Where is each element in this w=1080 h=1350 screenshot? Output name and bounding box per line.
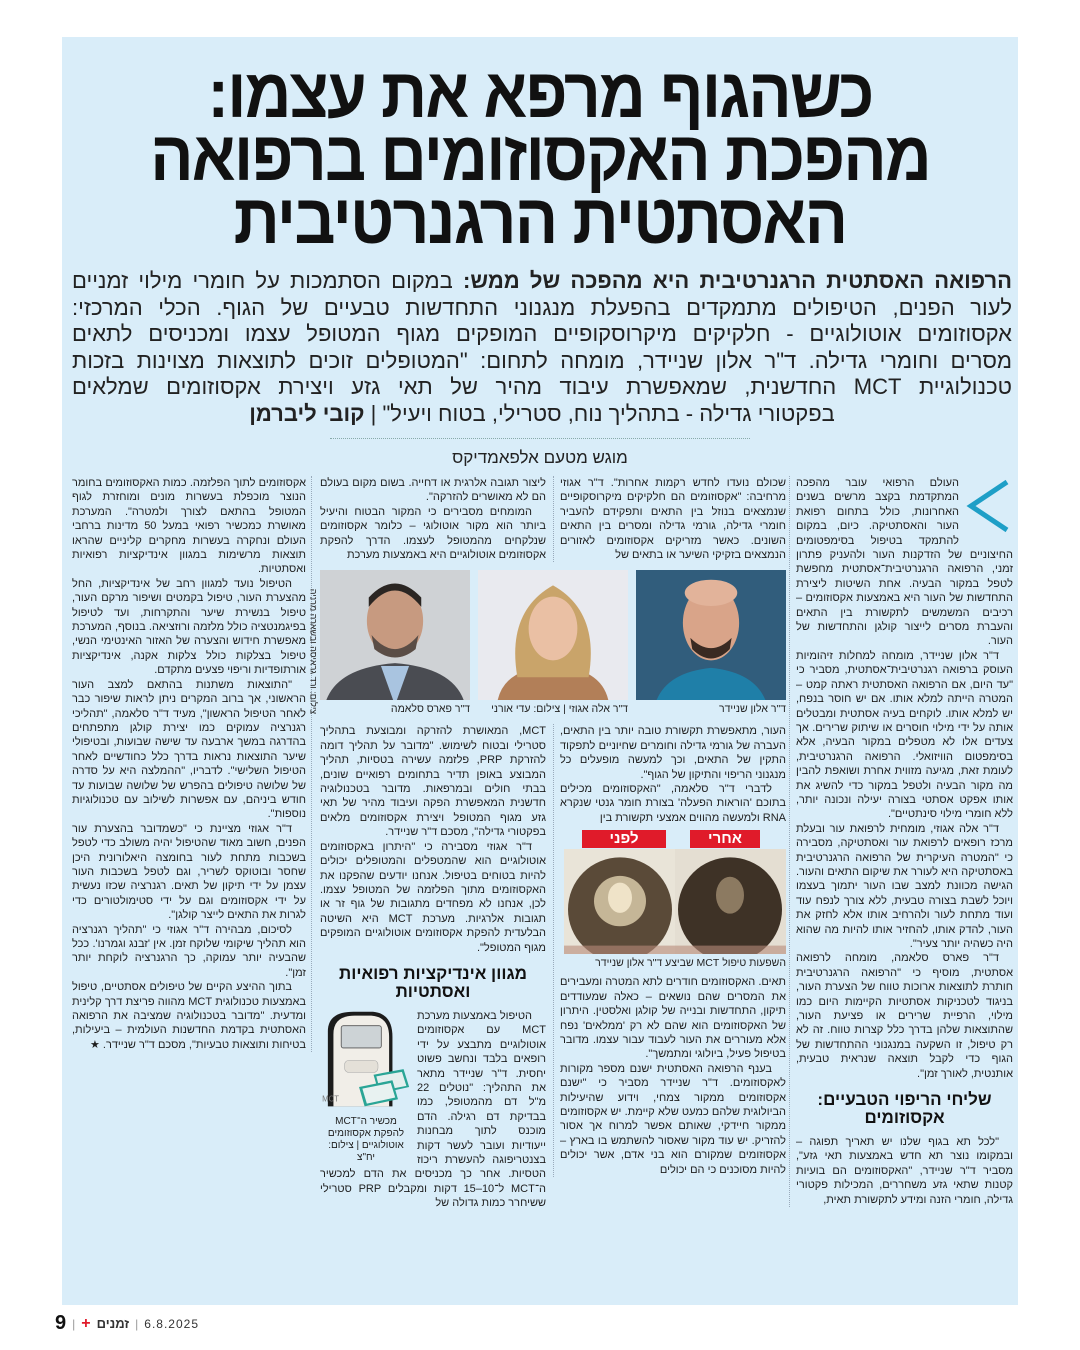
headline [80,54,1000,258]
photo-ella-egozi [478,570,628,716]
before-after-image [564,830,786,954]
lead-line: בפקטורי גדילה - בתהליך נוח, סטרילי, בטוח ויעיל" | קובי ליברמן [249,400,835,426]
column-2-bottom [553,724,786,1177]
paragraph: ד"ר אגוזי מסבירה כי "היתרון באקסוזומים אוטולוגיים הוא שהמטפלים והמטופלים יכולים להיות בטוחים בטיפול. אנחנו יודעים שהפקנו את האקסוזומים מתוך הפלזמה של המטופל עצמו. לכן, אנחנו לא מפחדים מתגובות של גוף זר או תגובות אלרגיות. מערכת MCT היא השיטה הבלעדית להפקת אקסוזומים אוטולוגיים המופקים מגוף המטופל". [320,840,546,954]
byline: קובי ליברמן [249,400,365,426]
separator: | [135,1316,139,1331]
paragraph: ד"ר פארס סלאמה, מומחה לרפואה אסתטית, מוסיף כי "הרפואה הרגנרטיבית חותרת לתוצאות ארוכות טווח של הצערת העור, בניגוד לטכניקות אסתטיות הקיימות היום כמו מילוי, הרפיית שרירים או פציעת העור, שהתוצאות שלהן בדרך כלל קצרות טווח. זה לא רק טיפול, זו השקעה במנגנוני ההתחדשות של הגוף כדי לקבל תוצאה שנראית טבעית, אותנטית, לאורך זמן". [796,952,1013,1080]
page-number: 9 [55,1312,67,1334]
headline-line: כשהגוף מרפא את עצמו: [207,54,873,132]
headline-line: מהפכת האקסוזומים ברפואה [150,117,930,195]
paragraph: ד"ר אלה אגוזי, מומחית לרפואת עור ובעלת מרכז רופאים לרפואת עור ואסתטיקה, מסבירה כי "המטרה העיקרית של הרפואה הרגנרטיבית באסתטיקה היא לעורר את שיקום התאים והעור. הגישה מכוונת למצב שבו העור יתמוך בעצמו ויוכל לשבת בצורה טבעית, ללא צורך לנפח עוד ועוד מתחת לעור ולהרחיב אותו אלא לחזק את העור, להדק אותו, להחזיר אותו להיות מה שהוא היה כשהיה יותר צעיר". [796,822,1013,950]
paragraph: העולם הרפואי עובר מהפכה המתקדמת בקצב מרשים בשנים האחרונות, כולל בתחום רפואת העור והאסתטיקה. כיום, במקום להתמקד בטיפול בסימפטומים החיצוניים של הזדקנות העור ולהעניק פתרון זמני, הרפואה הרגנרטיבית־אסתטית מחפשת לטפל במקור הבעיה. אחת השיטות ליצירת התחדשות של העור היא באמצעות אקסוזומים – רכיבים המשמשים לתקשורת בין התאים והעברת מסרים לייצור קולגן והתחדשות של העור. [796,477,1013,648]
before-label: לפני [582,830,666,848]
paragraph: תאים. האקסוזומים חודרים לתא המטרה ומעבירים את המסרים שהם נושאים – כאלה שמעודדים תיקון, התחדשות ובנייה של קולגן ואלסטין. היתרון של האקסוזומים הוא שהם לא רק 'ממלאים' נפח אלא מעוררים את העור לעבוד עבור עצמו. מדובר בטיפול פעיל, ביולוגי ומתמשך". [560,976,786,1061]
separator: | [72,1316,76,1331]
chevron-icon [963,476,1013,536]
issue-date: 6.8.2025 [144,1316,199,1331]
photo-caption: ד"ר אלון שניידר [718,703,786,716]
paragraph: בענף הרפואה האסתטית ישנם מספר מקורות לאקסוזומים. ד"ר שניידר מסביר כי "ישנם אקסוזומים ממקור צמחי, וידוע שהיעילות הביולוגית שלהם כמעט שלא קיימת. יש אקסוזומים ממקור חיידקי, שאותם אפשר למרוח אך אסור להזריק. יש עוד מקור שאסור להשתמש בו בארץ – אקסוזומים שמקורם הוא בני אדם, אשר יכולים להיות מסוכנים כי הם יכולים [560,1062,786,1176]
subheading: מגוון אינדיקציות רפואיות ואסתטיות [339,963,527,1001]
column-3-top [320,476,546,562]
device-caption: מכשיר ה־MCT להפקת אקסוזומים אוטולוגיים | צילום: יח"צ [327,1116,405,1164]
page-footer [55,1312,199,1335]
paragraph: לדברי ד"ר סלאמה, "האקסוזומים מכילים בתוכם 'הוראות הפעלה' בצורת חומר גנטי שנקרא RNA ולמעשה מהווים אמצעי תקשורת בין [560,783,786,824]
columns-bottom-row [320,724,786,1210]
lead-line: הרפואה האסתטית הרגנרטיבית היא מהפכה של ממש: במקום הסתמכות על חומרי מילוי זמניים [72,268,1013,293]
photo-fares-salameh [320,570,470,716]
subheading: שליחי הריפוי הטבעיים: אקסוזומים [817,1090,992,1128]
paragraph: שכולם נועדו לחדש רקמות אחרות". ד"ר אגוזי מרחיבה: "אקסוזומים הם חלקיקים מיקרוסקופיים שנמצאים בנוזל בין התאים ותפקידם להעביר חומרי גדילה, גורמי גדילה ומסרים בין התאים השונים. כאשר מזריקים אקסוזומים לאזורים הנמצאים בזקיקי השיער או בתאים של [560,477,786,562]
after-label: אחרי [690,830,760,848]
photo-row [320,570,786,716]
headline-line: האסתטית הרגנרטיבית [233,180,847,258]
paragraph: "לכל תא בגוף שלנו יש תאריך תפוגה – ובמקומו נוצר תא חדש באמצעות תאי גזע", מסביר ד"ר שניידר, "האקסוזומים הם בועיות קטנות שתאי גזע משחררים, המכילות פקטורי גדילה, חומרי הזנה ומידע לתקשורת תאית, [796,1136,1013,1206]
paragraph: ד"ר אגוזי מציינת כי "כשמדובר בהצערת עור הפנים, חשוב מאוד שהטיפול יהיה משולב כדי לטפל בשכבות מתחת לעור בחומצה היאלורונית היכן שחסר ובוטוקס לשריר, וגם לטפל בשכבות העור עצמן על ידי תיקון של תאים. רגנרציה שכזו נעשית על ידי אקסוזומים וגם על ידי סטימולטורים כדי לגרות את התאים לייצר קולגן". [72,822,306,922]
paragraph: אקסוזומים לתוך הפלזמה. כמות האקסוזומים בחומר הנוצר מוכפלת בעשרות מונים ומוחזרת לגוף המטופל בהתאם לצורך ולמטרה". המערכת מאושרת כמכשיר רפואי במעל 50 מדינות ברחבי העולם ונחקרה בעשרות מחקרים קליניים שהראו תוצאות מרשימות במגוון אינדיקציות רפואיות ואסתטיות. [72,477,306,576]
plus-icon: + [81,1314,91,1332]
columns-2-3 [320,476,786,1211]
column-1 [789,476,1013,1207]
paragraph: המומחים מסבירים כי המקור הבטוח והיעיל ביותר הוא מקור אוטולוגי – כלומר אקסוזומים שנלקחים מהמטופל לעצמו. הדרך להפקת אקסוזומים אוטולוגיים היא באמצעות מערכת [320,505,546,562]
paragraph: ליצור תגובה אלרגית או דחייה. בשום מקום בעולם הם לא מאושרים להזרקה". [320,477,546,504]
lead-line: לעור הפנים, הטיפולים מתמקדים בהפעלת מנגנוני התחדשות טבעיים של הגוף. הכלי המרכזי: [72,294,1012,320]
photo-caption: ד"ר פארס סלאמה [390,703,470,716]
lead-line: אקסוזומים אוטולוגיים - חלקיקים מיקרוסקופיים המופקים מגוף המטופל עצמו ומכניסים לתאים [72,321,1012,346]
column-3-bottom [320,724,546,1210]
paragraph: הטיפול נועד למגוון רחב של אינדיקציות, החל מהצערת העור, טיפול בקמטים ושיפור מרקם העור, טיפול בנשירת שיער והתקרחות, ועד לטיפול בפיגמנטציה כולל מלזמה ורוזציאה. בנוסף, המערכת מאפשרת חידוש והצערה של האזור האינטימי הנשי, טיפול בצלקות כולל צלקות אקנה, אינדיקציות אורתופדיות וריפוי פצעים מתקדם. [72,577,306,677]
brand-name: זמנים [96,1316,130,1331]
paragraph: בתוך ההיצע הקיים של טיפולים אסתטיים, טיפול באמצעות טכנולוגית MCT מהווה פריצת דרך קלינית ומדעית. "מדובר בטכנולוגיה שמציבה את הרפואה האסתטית בקדמת החדשנות העולמית – ביעילות, בטיחות ותוצאות טבעיות", מסכם ד"ר שניידר. ★ [72,981,306,1051]
lead-line: טכנולוגיית MCT החדשנית, שמאפשרת עיבוד מהיר של תאי גזע ויצירת אקסוזומים שמלאים [72,374,1012,399]
paragraph: העור, מתאפשרת תקשורת טובה יותר בין התאים, העברה של גורמי גדילה וחומרים שחיוניים לתפקוד התקין של התאים, וכך למעשה מופעלים כל מנגנוני הריפוי והתיקון של הגוף". [560,725,786,781]
image-caption: השפעות טיפול MCT שביצע ד"ר אלון שניידר [595,957,786,970]
column-2-top [553,476,786,562]
lead-line: מסרים וחומרי גדילה. ד"ר אלון שניידר, מומחה לתחום: "המטופלים זוכים לתוצאות מצוינות בזכות [72,347,1012,373]
paragraph: ד"ר אלון שניידר, מומחה למחלות זיהומיות העוסק ברפואה רגנרטיבית־אסתטית, מסביר כי "עד היום, אם הרפואה האסתטית ראתה קמט – המטרה הייתה למלא אותו. אם יש חוסר בנפח, יש למלא אותו. לוקחים בעיה אסתטית ומבטלים אותה על ידי מילוי חוסרים או שיתוק שרירים. אך צעדים אלו לא מטפלים במקור הבעיה, אלא בסימפטום הוויזואלי. הרפואה הרגנרטיבית, לעומת זאת, מגיעה מזווית אחרת ושואפת להבין מה מקור הבעיה ולטפל במקור כדי להשיג את אותו אפקט אסתטי בצורה יעילה ונכונה יותר, ללא חומרי מילוי סינתטיים". [796,649,1013,821]
column-4 [72,476,312,1052]
lead-paragraph [72,268,1012,427]
photo-alon-schneider [636,570,786,716]
paragraph: לסיכום, מבהירה ד"ר אגוזי כי "תהליך רגנרציה הוא תהליך שיקומי שלוקח זמן. אין 'זבנג וגמרנו'. ככל שהבעיה יותר עמוקה, כך הרגנרציה לוקחת יותר זמן". [72,923,306,979]
paragraph: MCT, המאושרת להזרקה ומבוצעת בתהליך סטרילי ובטוח לשימוש. "מדובר על תהליך דומה להזרקת PRP, פלזמה עשירה בטסיות, תהליך המבוצע באופן תדיר בתחומים רפואיים שונים, בבתי חולים ובמרפאות. מדובר בטכנולוגיה חדשנית המאפשרת הפקה ועיבוד מהיר של תאי גזע מגוף המטופל ויצירת אקסוזומים מלאים בפקטורי גדילה", מסכם ד"ר שניידר. [320,725,547,839]
paragraph: "התוצאות משתנות בהתאם למצב העור הראשוני, אך ברוב המקרים ניתן לראות שיפור כבר לאחר הטיפול הראשון", מעיד ד"ר סלאמה, "תהליכי רגנרציה עמוקים כמו יצירת קולגן מתפתחים בהדרגה במשך ארבעה עד שישה שבועות, ובטיפולי שיער התוצאות נראות בדרך כלל כחודשיים לאחר הטיפול השלישי". לדבריו, "ההמלצה היא על סדרה של שלושה טיפולים בהפרש של שלושה שבועות עד חודש ביניהם, עם אפשרות לשילוב עם טכנולוגיות נוספות". [72,678,306,821]
columns-top-row [320,476,786,562]
device-logo: MCT [322,1094,339,1104]
paragraph: הטיפול באמצעות מערכת MCT עם אקסוזומים אוטולוגיים מתבצע על ידי רופאים בלבד ונחשב פשוט יחסית. ד"ר שניידר מתאר את התהליך: "נוטלים 22 מ"ל דם מהמטופל, כמו בבדיקת דם רגילה. הדם מוכנס לתוך מבחנות ייעודיות ועובר לעשר דקות בצנטריפוגה להעשרת ריכוז הטסיות. אחר כך מכניסים את הדם למכשיר ה־MCT ל־10–15 דקות ומקבלים PRP סטרילי ששיחרר כמות גדולה של [320,1009,546,1210]
sponsor-line: מוגש מטעם אלפאמדיקס [452,448,628,467]
photo-caption: ד"ר אלה אגוזי | צילום: עדי אורני [491,703,628,716]
mct-device-image [320,1009,412,1164]
divider [330,438,750,439]
photo-credit: צילום: ורד גראיסה ובשארה מרניה [308,588,319,715]
